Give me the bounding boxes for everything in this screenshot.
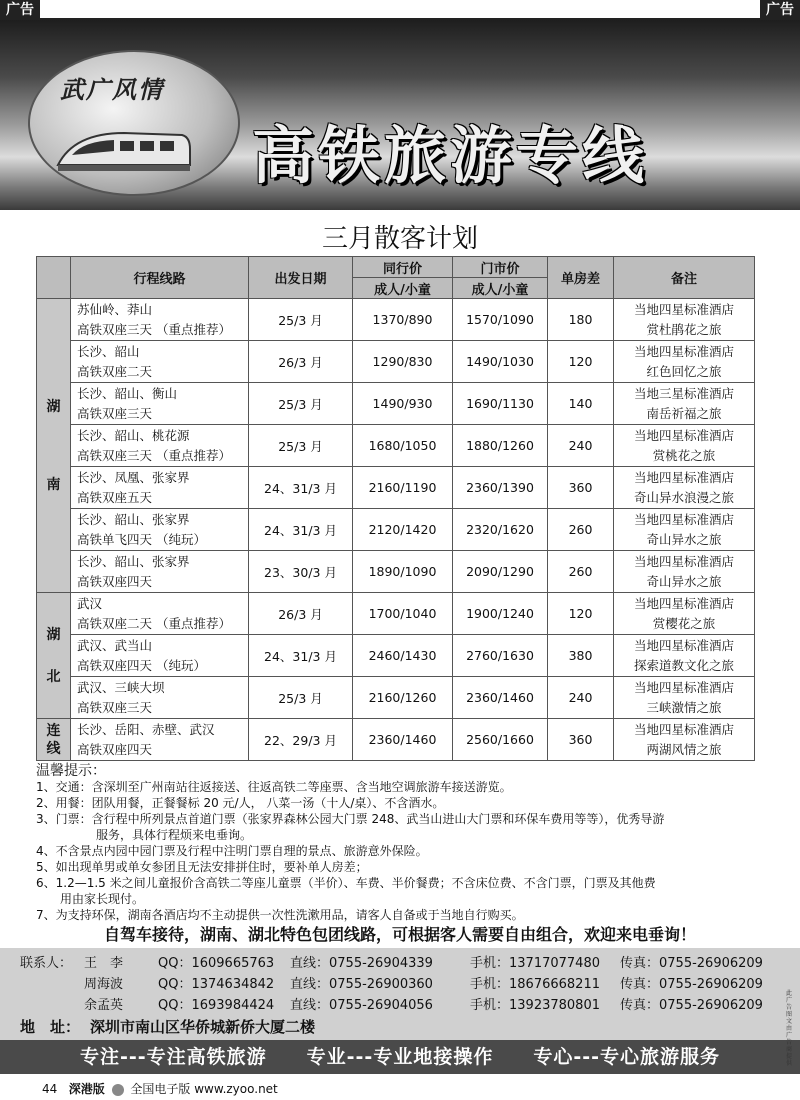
tip-line: 2、用餐：团队用餐，正餐餐标 20 元/人， 八菜一汤（十人/桌）、不含酒水。 <box>36 796 445 810</box>
peer-sub-header: 成人/小童 <box>353 278 453 299</box>
note-cell <box>614 635 755 677</box>
note-theme: 奇山异水之旅 <box>646 573 722 589</box>
note-hotel: 当地四星标准酒店 <box>633 679 734 695</box>
single-room-value: 260 <box>568 564 593 579</box>
single-room-cell <box>548 383 614 425</box>
side-disclaimer: 此广告图文由广告商提供 <box>786 990 793 1067</box>
route-plan: 高铁双座四天 <box>77 741 153 757</box>
date-cell <box>249 299 353 341</box>
single-room-cell <box>548 299 614 341</box>
route-plan: 高铁双座三天 <box>77 699 153 715</box>
date-cell <box>249 467 353 509</box>
single-room-value: 360 <box>568 480 593 495</box>
tip-line: 4、不含景点内园中园门票及行程中注明门票自理的景点、旅游意外保险。 <box>36 844 428 858</box>
route-places: 长沙、韶山、桃花源 <box>77 427 190 443</box>
date-value: 25/3 月 <box>278 312 323 328</box>
route-plan: 高铁双座二天 （重点推荐） <box>77 615 231 631</box>
brand-name: 武广风情 <box>60 76 164 104</box>
region-char: 北 <box>46 668 61 685</box>
address-value: 深圳市南山区华侨城新侨大厦二楼 <box>90 1018 316 1036</box>
table-row <box>37 341 755 383</box>
door-price-cell <box>453 551 548 593</box>
note-theme: 南岳祈福之旅 <box>646 405 722 421</box>
door-price-value: 2360/1460 <box>466 690 534 705</box>
date-value: 25/3 月 <box>278 396 323 412</box>
note-cell <box>614 593 755 635</box>
peer-price-cell <box>353 719 453 761</box>
contact-mobile: 手机：13717077480 <box>470 956 600 971</box>
date-cell <box>249 593 353 635</box>
route-plan: 高铁双座三天 （重点推荐） <box>77 321 231 337</box>
address-label: 地 址： <box>20 1018 81 1036</box>
contact-label: 联系人： <box>20 956 73 971</box>
tip-line: 7、为支持环保，湖南各酒店均不主动提供一次性洗漱用品，请客人自备或于当地自行购买。 <box>36 908 524 922</box>
single-room-value: 140 <box>568 396 593 411</box>
date-value: 24、31/3 月 <box>264 648 337 664</box>
single-room-cell <box>548 551 614 593</box>
route-places: 武汉 <box>77 595 103 611</box>
peer-price-cell <box>353 509 453 551</box>
date-cell <box>249 383 353 425</box>
single-room-cell <box>548 509 614 551</box>
route-places: 长沙、凤凰、张家界 <box>77 469 190 485</box>
table-row <box>37 383 755 425</box>
single-room-value: 240 <box>568 690 593 705</box>
route-cell <box>71 509 249 551</box>
note-cell <box>614 383 755 425</box>
region-char: 连 <box>46 722 61 739</box>
tip-line: 6、1.2—1.5 米之间儿童报价含高铁二等座儿童票（半价）、车费、半价餐费；不含床位费、不含门票，门票及其他费 <box>36 876 656 890</box>
peer-price-value: 1680/1050 <box>368 438 437 453</box>
route-places: 长沙、韶山、张家界 <box>77 511 190 527</box>
note-theme: 赏杜鹃花之旅 <box>646 321 722 337</box>
region-char: 湖 <box>46 626 61 643</box>
peer-price-header: 同行价 <box>353 257 453 278</box>
route-plan: 高铁双座四天 （纯玩） <box>77 657 206 673</box>
door-price-cell <box>453 677 548 719</box>
date-value: 24、31/3 月 <box>264 522 337 538</box>
note-hotel: 当地四星标准酒店 <box>633 343 734 359</box>
note-cell <box>614 467 755 509</box>
route-cell <box>71 299 249 341</box>
route-cell <box>71 341 249 383</box>
note-theme: 两湖风情之旅 <box>646 741 722 757</box>
peer-price-cell <box>353 635 453 677</box>
note-theme: 探索道教文化之旅 <box>633 657 734 673</box>
peer-price-cell <box>353 593 453 635</box>
note-theme: 奇山异水浪漫之旅 <box>633 489 734 505</box>
edition-logo-icon <box>112 1084 124 1096</box>
note-cell <box>614 677 755 719</box>
note-cell <box>614 299 755 341</box>
route-places: 长沙、岳阳、赤壁、武汉 <box>77 721 215 737</box>
ad-label-left: 广告 <box>0 0 40 20</box>
tip-line: 5、如出现单男或单女参团且无法安排拼住时，要补单人房差； <box>36 860 368 874</box>
door-sub-header: 成人/小童 <box>453 278 548 299</box>
route-plan: 高铁双座三天 （重点推荐） <box>77 447 231 463</box>
peer-price-value: 1490/930 <box>372 396 433 411</box>
date-cell <box>249 719 353 761</box>
single-room-value: 260 <box>568 522 593 537</box>
contact-fax: 传真：0755-26906209 <box>620 977 763 992</box>
peer-price-value: 2160/1190 <box>368 480 437 495</box>
peer-price-value: 1290/830 <box>372 354 433 369</box>
route-cell <box>71 383 249 425</box>
region-cell-hubei <box>37 593 71 719</box>
date-value: 25/3 月 <box>278 438 323 454</box>
peer-price-value: 1700/1040 <box>368 606 437 621</box>
contact-line: 直线：0755-26904056 <box>290 998 433 1013</box>
plan-subtitle: 三月散客计划 <box>321 224 478 254</box>
door-price-value: 1490/1030 <box>466 354 534 369</box>
single-room-value: 240 <box>568 438 593 453</box>
single-room-value: 120 <box>568 354 593 369</box>
peer-price-cell <box>353 677 453 719</box>
region-header <box>37 257 71 299</box>
route-cell <box>71 677 249 719</box>
peer-price-value: 1890/1090 <box>368 564 437 579</box>
route-places: 苏仙岭、莽山 <box>77 301 153 317</box>
table-row <box>37 593 755 635</box>
note-hotel: 当地四星标准酒店 <box>633 595 734 611</box>
note-hotel: 当地三星标准酒店 <box>633 385 734 401</box>
note-hotel: 当地四星标准酒店 <box>633 511 734 527</box>
peer-price-cell <box>353 425 453 467</box>
single-room-header: 单房差 <box>548 257 614 299</box>
contact-qq: QQ：1609665763 <box>158 956 275 971</box>
note-hotel: 当地四星标准酒店 <box>633 301 734 317</box>
date-cell <box>249 509 353 551</box>
date-value: 23、30/3 月 <box>264 564 337 580</box>
ad-label-right: 广告 <box>760 0 800 20</box>
note-theme: 三峡激情之旅 <box>646 699 722 715</box>
date-value: 24、31/3 月 <box>264 480 337 496</box>
contact-line: 直线：0755-26904339 <box>290 956 433 971</box>
table-row <box>37 467 755 509</box>
peer-price-cell <box>353 299 453 341</box>
table-row <box>37 677 755 719</box>
route-cell <box>71 719 249 761</box>
peer-price-value: 2460/1430 <box>368 648 437 663</box>
route-plan: 高铁双座三天 <box>77 405 153 421</box>
tagline: 自驾车接待，湖南、湖北特色包团线路，可根据客人需要自由组合，欢迎来电垂询！ <box>103 925 696 944</box>
tip-line: 3、门票：含行程中所列景点首道门票（张家界森林公园大门票 248、武当山进山大门票和环保车费用等等），优秀导游 <box>36 812 665 826</box>
peer-price-cell <box>353 467 453 509</box>
note-hotel: 当地四星标准酒店 <box>633 427 734 443</box>
route-plan: 高铁双座二天 <box>77 363 153 379</box>
table-row <box>37 551 755 593</box>
door-price-cell <box>453 299 548 341</box>
note-hotel: 当地四星标准酒店 <box>633 637 734 653</box>
single-room-value: 180 <box>568 312 593 327</box>
train-icon <box>54 125 194 177</box>
contact-block <box>0 948 800 1040</box>
note-hotel: 当地四星标准酒店 <box>633 721 734 737</box>
peer-price-value: 2360/1460 <box>368 732 437 747</box>
route-places: 长沙、韶山、张家界 <box>77 553 190 569</box>
contact-qq: QQ：1374634842 <box>158 977 275 992</box>
page-number: 44 <box>42 1082 58 1096</box>
date-cell <box>249 635 353 677</box>
peer-price-cell <box>353 341 453 383</box>
date-value: 25/3 月 <box>278 690 323 706</box>
note-theme: 赏桃花之旅 <box>652 447 716 463</box>
door-price-cell <box>453 593 548 635</box>
tour-table <box>36 256 754 761</box>
route-places: 长沙、韶山 <box>77 343 140 359</box>
region-cell-link <box>37 719 71 761</box>
region-cell-hunan <box>37 299 71 593</box>
peer-price-value: 2160/1260 <box>368 690 437 705</box>
banner <box>0 20 800 210</box>
peer-price-value: 2120/1420 <box>368 522 437 537</box>
peer-price-value: 1370/890 <box>372 312 433 327</box>
single-room-cell <box>548 593 614 635</box>
single-room-cell <box>548 719 614 761</box>
peer-price-cell <box>353 383 453 425</box>
contact-fax: 传真：0755-26906209 <box>620 956 763 971</box>
note-cell <box>614 551 755 593</box>
contact-mobile: 手机：18676668211 <box>470 977 600 992</box>
single-room-cell <box>548 425 614 467</box>
route-header: 行程线路 <box>71 257 249 299</box>
note-hotel: 当地四星标准酒店 <box>633 469 734 485</box>
door-price-value: 1570/1090 <box>466 312 534 327</box>
date-cell <box>249 677 353 719</box>
date-cell <box>249 551 353 593</box>
peer-price-cell <box>353 551 453 593</box>
door-price-header: 门市价 <box>453 257 548 278</box>
door-price-value: 1900/1240 <box>466 606 534 621</box>
table-row <box>37 635 755 677</box>
region-char: 南 <box>46 476 61 493</box>
route-cell <box>71 425 249 467</box>
door-price-value: 2560/1660 <box>466 732 534 747</box>
route-cell <box>71 593 249 635</box>
single-room-cell <box>548 467 614 509</box>
door-price-cell <box>453 383 548 425</box>
door-price-cell <box>453 509 548 551</box>
single-room-cell <box>548 677 614 719</box>
door-price-value: 2090/1290 <box>466 564 534 579</box>
date-value: 22、29/3 月 <box>264 732 337 748</box>
tip-line: 用由家长现付。 <box>60 892 145 906</box>
route-places: 武汉、武当山 <box>77 637 153 653</box>
note-cell <box>614 425 755 467</box>
door-price-value: 1880/1260 <box>466 438 534 453</box>
note-theme: 奇山异水之旅 <box>646 531 722 547</box>
door-price-cell <box>453 635 548 677</box>
region-char: 湖 <box>46 398 61 415</box>
tip-line: 服务，具体行程烦来电垂询。 <box>96 828 253 842</box>
route-cell <box>71 551 249 593</box>
contact-line: 直线：0755-26900360 <box>290 977 433 992</box>
contact-fax: 传真：0755-26906209 <box>620 998 763 1013</box>
contact-name: 王 李 <box>84 956 124 971</box>
date-value: 26/3 月 <box>278 606 323 622</box>
route-plan: 高铁双座四天 <box>77 573 153 589</box>
date-cell <box>249 425 353 467</box>
route-places: 武汉、三峡大坝 <box>77 679 165 695</box>
date-header: 出发日期 <box>249 257 353 299</box>
door-price-value: 1690/1130 <box>466 396 534 411</box>
region-char: 线 <box>46 740 61 757</box>
contact-qq: QQ：1693984424 <box>158 998 275 1013</box>
footer <box>42 1080 278 1097</box>
single-room-value: 380 <box>568 648 593 663</box>
note-hotel: 当地四星标准酒店 <box>633 553 734 569</box>
note-header: 备注 <box>614 257 755 299</box>
tips <box>36 763 766 923</box>
contact-name: 余孟英 <box>84 998 124 1013</box>
note-theme: 红色回忆之旅 <box>646 363 722 379</box>
door-price-value: 2760/1630 <box>466 648 534 663</box>
slogan-bar: 专注---专注高铁旅游 专业---专业地接操作 专心---专心旅游服务 <box>0 1040 800 1074</box>
note-cell <box>614 509 755 551</box>
page-title: 高铁旅游专线 <box>252 119 649 192</box>
route-plan: 高铁双座五天 <box>77 489 153 505</box>
door-price-cell <box>453 719 548 761</box>
door-price-value: 2360/1390 <box>466 480 534 495</box>
door-price-cell <box>453 341 548 383</box>
single-room-value: 120 <box>568 606 593 621</box>
note-cell <box>614 719 755 761</box>
date-cell <box>249 341 353 383</box>
door-price-cell <box>453 467 548 509</box>
contact-name: 周海波 <box>84 977 124 992</box>
single-room-cell <box>548 341 614 383</box>
edition-label: 深港版 <box>68 1082 105 1096</box>
door-price-value: 2320/1620 <box>466 522 534 537</box>
single-room-cell <box>548 635 614 677</box>
tip-line: 1、交通：含深圳至广州南站往返接送、往返高铁二等座票、含当地空调旅游车接送游览。 <box>36 780 512 794</box>
door-price-cell <box>453 425 548 467</box>
site-url: 全国电子版 www.zyoo.net <box>130 1082 278 1096</box>
route-plan: 高铁单飞四天 （纯玩） <box>77 531 206 547</box>
route-places: 长沙、韶山、衡山 <box>77 385 178 401</box>
table-row <box>37 425 755 467</box>
route-cell <box>71 467 249 509</box>
table-row <box>37 719 755 761</box>
table-row <box>37 509 755 551</box>
table-row <box>37 299 755 341</box>
tips-heading: 温馨提示： <box>36 763 106 779</box>
note-cell <box>614 341 755 383</box>
route-cell <box>71 635 249 677</box>
date-value: 26/3 月 <box>278 354 323 370</box>
single-room-value: 360 <box>568 732 593 747</box>
note-theme: 赏樱花之旅 <box>652 615 716 631</box>
contact-mobile: 手机：13923780801 <box>470 998 600 1013</box>
